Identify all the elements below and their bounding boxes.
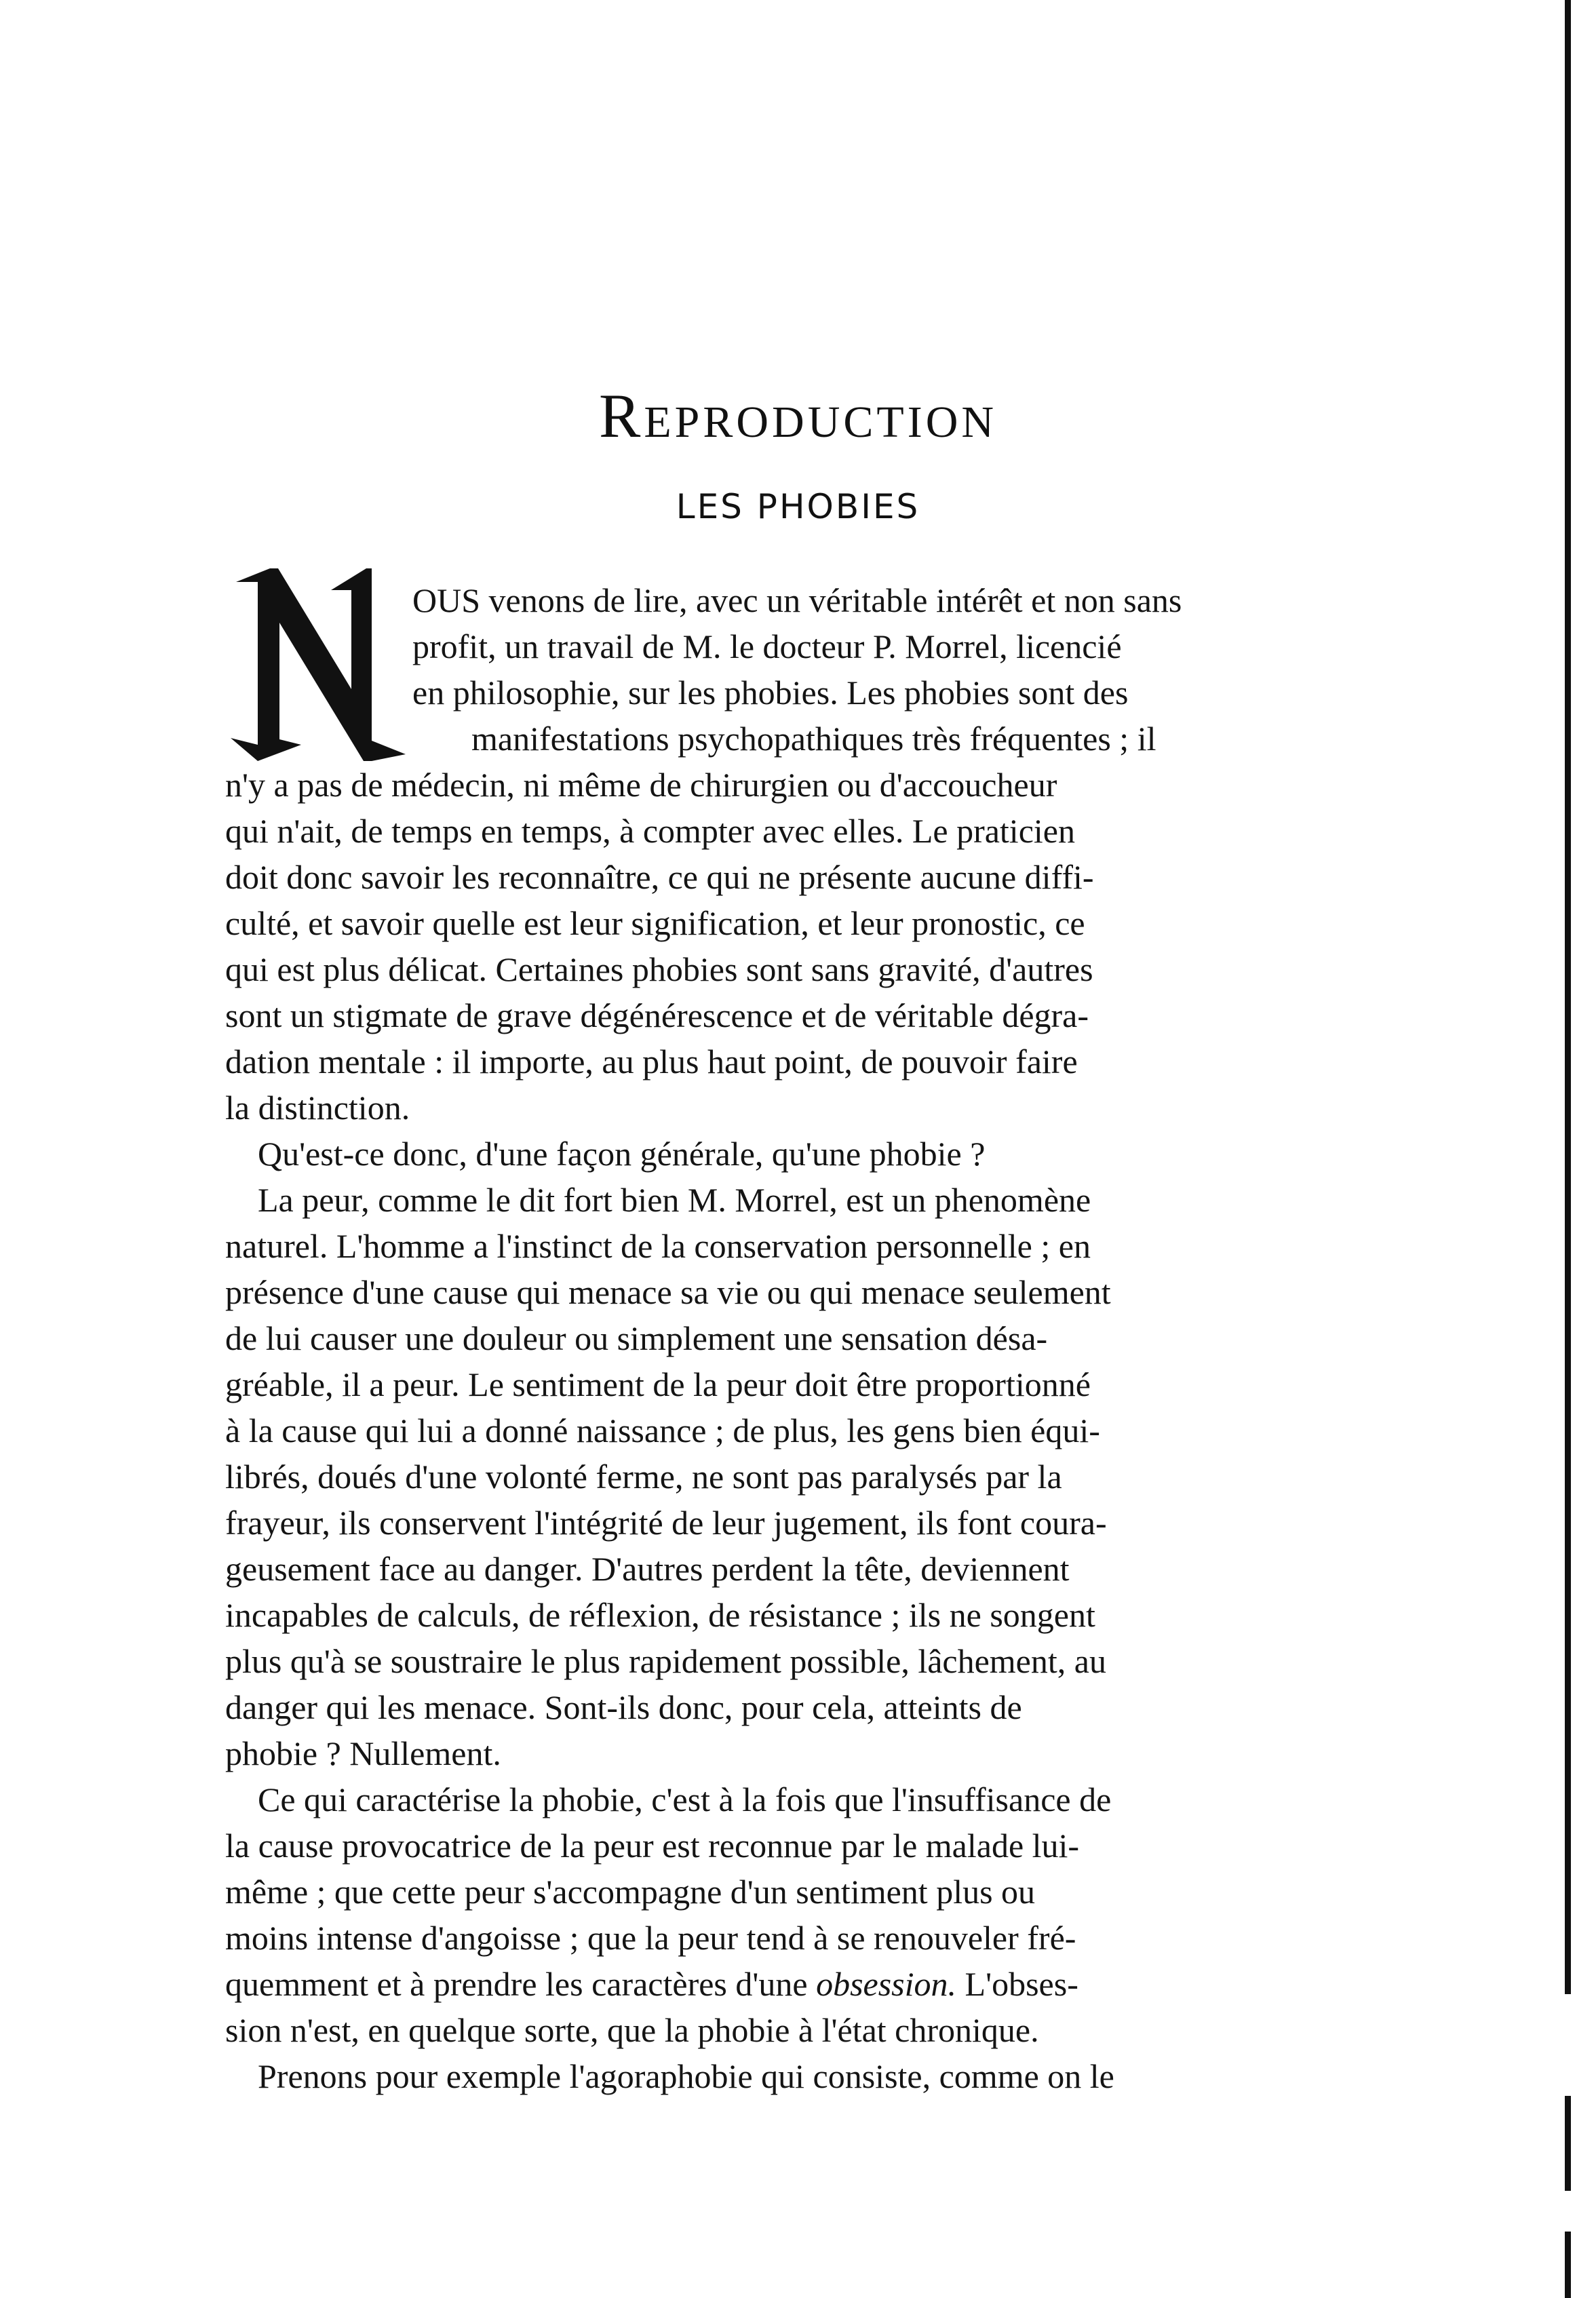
text-line: frayeur, ils conservent l'intégrité de leur jugement, ils font coura- bbox=[225, 1504, 1107, 1542]
text-line: phobie ? Nullement. bbox=[225, 1734, 501, 1772]
text-span: quemment et à prendre les caractères d'une bbox=[225, 1965, 817, 2003]
text-line: profit, un travail de M. le docteur P. Morrel, licencié bbox=[412, 627, 1122, 665]
text-line: librés, doués d'une volonté ferme, ne sont pas paralysés par la bbox=[225, 1458, 1062, 1496]
text-line: incapables de calculs, de réflexion, de résistance ; ils ne songent bbox=[225, 1596, 1095, 1634]
text-line: geusement face au danger. D'autres perdent la tête, deviennent bbox=[225, 1550, 1070, 1588]
text-line: qui est plus délicat. Certaines phobies sont sans gravité, d'autres bbox=[225, 950, 1093, 988]
text-line: qui n'ait, de temps en temps, à compter avec elles. Le praticien bbox=[225, 812, 1075, 850]
text-line: La peur, comme le dit fort bien M. Morrel, est un phenomène bbox=[258, 1181, 1091, 1219]
page-edge-gap bbox=[1560, 1994, 1576, 2096]
page-edge-gap bbox=[1560, 2191, 1576, 2232]
text-line: en philosophie, sur les phobies. Les phobies sont des bbox=[412, 674, 1129, 712]
text-line: plus qu'à se soustraire le plus rapidement possible, lâchement, au bbox=[225, 1642, 1106, 1680]
title-initial: R bbox=[598, 381, 644, 450]
text-line: la cause provocatrice de la peur est reconnue par le malade lui- bbox=[225, 1827, 1080, 1865]
text-line: sion n'est, en quelque sorte, que la phobie à l'état chronique. bbox=[225, 2011, 1039, 2049]
text-line: Ce qui caractérise la phobie, c'est à la fois que l'insuffisance de bbox=[258, 1780, 1112, 1818]
text-line: de lui causer une douleur ou simplement une sensation désa- bbox=[225, 1319, 1048, 1357]
text-line: danger qui les menace. Sont-ils donc, pour cela, atteints de bbox=[225, 1688, 1022, 1726]
text-line: même ; que cette peur s'accompagne d'un sentiment plus ou bbox=[225, 1873, 1036, 1911]
text-line: culté, et savoir quelle est leur signification, et leur pronostic, ce bbox=[225, 904, 1085, 942]
text-line bbox=[225, 1967, 1078, 2001]
text-line: naturel. L'homme a l'instinct de la conservation personnelle ; en bbox=[225, 1227, 1091, 1265]
text-line: dation mentale : il importe, au plus haut point, de pouvoir faire bbox=[225, 1043, 1078, 1080]
text-line: sont un stigmate de grave dégénérescence et de véritable dégra- bbox=[225, 996, 1089, 1034]
text-line: à la cause qui lui a donné naissance ; de plus, les gens bien équi- bbox=[225, 1411, 1100, 1449]
text-line: la distinction. bbox=[225, 1089, 410, 1127]
ornamental-dropcap-n bbox=[231, 563, 407, 766]
text-line: doit donc savoir les reconnaître, ce qui ne présente aucune diffi- bbox=[225, 858, 1094, 896]
text-line: présence d'une cause qui menace sa vie ou qui menace seulement bbox=[225, 1273, 1111, 1311]
text-line: OUS venons de lire, avec un véritable intérêt et non sans bbox=[412, 581, 1182, 619]
page-title bbox=[0, 380, 1596, 452]
text-line: moins intense d'angoisse ; que la peur tend à se renouveler fré- bbox=[225, 1919, 1076, 1957]
text-line: manifestations psychopathiques très fréquentes ; il bbox=[471, 720, 1156, 758]
text-span: L'obses- bbox=[956, 1965, 1078, 2003]
text-line: Qu'est-ce donc, d'une façon générale, qu'une phobie ? bbox=[258, 1135, 986, 1173]
page-edge-rule bbox=[1565, 0, 1571, 2298]
text-line: Prenons pour exemple l'agoraphobie qui consiste, comme on le bbox=[258, 2057, 1114, 2095]
text-line: gréable, il a peur. Le sentiment de la peur doit être proportionné bbox=[225, 1365, 1091, 1403]
text-line: n'y a pas de médecin, ni même de chirurgien ou d'accoucheur bbox=[225, 766, 1057, 804]
title-rest: EPRODUCTION bbox=[644, 397, 998, 447]
article-subtitle: LES PHOBIES bbox=[676, 487, 920, 526]
italic-term: obsession. bbox=[816, 1965, 957, 2003]
